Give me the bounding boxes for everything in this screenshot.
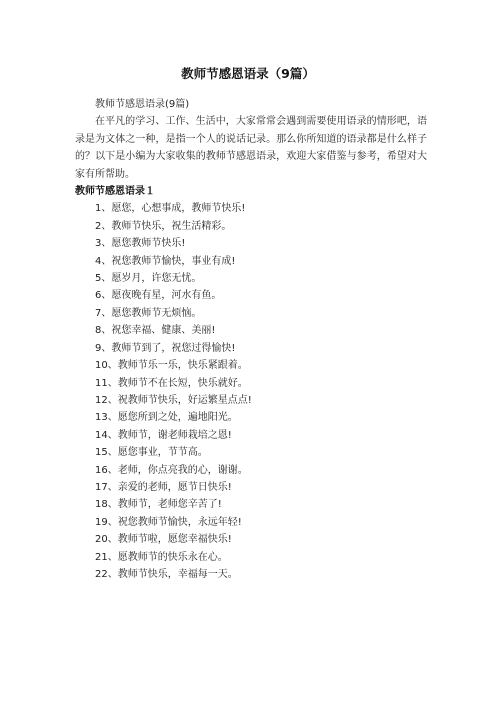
quote-item: 2、教师节快乐，祝生活精彩。 — [95, 220, 232, 232]
quote-item: 11、教师节不在长短，快乐就好。 — [95, 377, 248, 389]
quote-item: 20、教师节啦，愿您幸福快乐! — [95, 534, 232, 546]
quote-item: 14、教师节，谢老师栽培之恩! — [95, 429, 232, 441]
quote-item: 15、愿您事业，节节高。 — [95, 447, 208, 459]
quote-item: 13、愿您所到之处，遍地阳光。 — [95, 412, 238, 424]
quote-item: 9、教师节到了，祝您过得愉快! — [95, 342, 236, 354]
quote-item: 17、亲爱的老师，愿节日快乐! — [95, 481, 232, 493]
quote-item: 16、老师，你点亮我的心，谢谢。 — [95, 464, 248, 476]
quote-item: 18、教师节，老师您辛苦了! — [95, 499, 222, 511]
intro-paragraph: 在平凡的学习、工作、生活中，大家常常会遇到需要使用语录的情形吧，语录是为文体之一种，是指一个人的说话记录。那么你所知道的语录都是什么样子的？以下是小编为大家收集的教师节感恩语录，欢迎大家借鉴与参考，希望对大家有所帮助。 — [75, 116, 427, 180]
quote-item: 10、教师节乐一乐，快乐紧跟着。 — [95, 360, 248, 372]
quote-item: 5、愿岁月，许您无忧。 — [95, 273, 202, 285]
quote-item: 3、愿您教师节快乐! — [95, 238, 186, 250]
document-title: 教师节感恩语录（9篇） — [181, 66, 315, 81]
quote-item: 7、愿您教师节无烦恼。 — [95, 307, 202, 319]
quote-item: 19、祝您教师节愉快，永远年轻! — [95, 516, 242, 528]
quote-item: 22、教师节快乐，幸福每一天。 — [95, 568, 238, 580]
quote-item: 4、祝您教师节愉快，事业有成! — [95, 255, 236, 267]
document-body — [75, 96, 427, 583]
quote-item: 12、祝教师节快乐，好运繁星点点! — [95, 394, 252, 406]
quote-list — [75, 200, 427, 583]
quote-item: 1、愿您，心想事成，教师节快乐! — [95, 203, 246, 215]
quote-item: 6、愿夜晚有星，河水有鱼。 — [95, 290, 222, 302]
document-subtitle: 教师节感恩语录(9篇) — [95, 99, 190, 110]
quote-item: 21、愿教师节的快乐永在心。 — [95, 551, 228, 563]
quote-item: 8、祝您幸福、健康、美丽! — [95, 325, 216, 337]
section-heading: 教师节感恩语录１ — [75, 186, 155, 198]
